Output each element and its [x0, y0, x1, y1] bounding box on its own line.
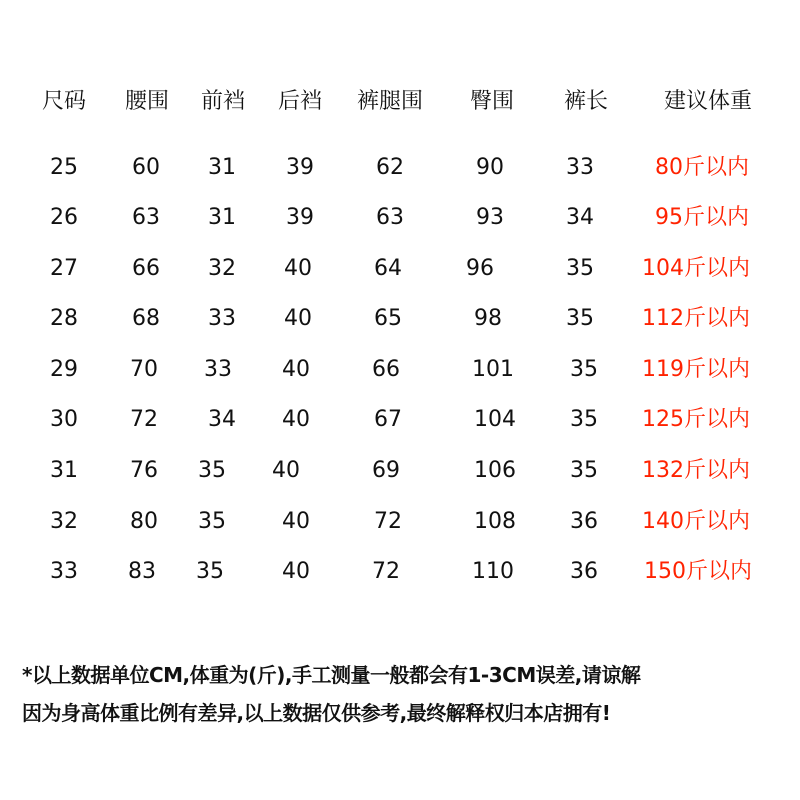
cell-back-rise: 39: [286, 205, 314, 230]
cell-suggested-weight: 140斤以内: [642, 509, 750, 534]
cell-front-rise: 35: [196, 559, 224, 584]
table-header-row: [0, 82, 800, 122]
cell-size: 31: [50, 458, 78, 483]
cell-front-rise: 34: [208, 407, 236, 432]
disclaimer-line-1: *以上数据单位CM,体重为(斤),手工测量一般都会有1-3CM误差,请谅解: [22, 663, 641, 687]
cell-size: 32: [50, 509, 78, 534]
cell-size: 28: [50, 306, 78, 331]
header-waist: 腰围: [124, 89, 169, 114]
cell-size: 33: [50, 559, 78, 584]
table-row: [0, 451, 800, 491]
header-leg-opening: 裤腿围: [356, 89, 423, 114]
cell-leg-opening: 64: [374, 256, 402, 281]
cell-back-rise: 40: [282, 407, 310, 432]
header-suggested-weight: 建议体重: [663, 89, 752, 114]
cell-waist: 80: [130, 509, 158, 534]
cell-hip: 104: [474, 407, 516, 432]
cell-front-rise: 35: [198, 458, 226, 483]
cell-waist: 66: [132, 256, 160, 281]
cell-waist: 70: [130, 357, 158, 382]
table-row: [0, 502, 800, 542]
cell-hip: 110: [472, 559, 514, 584]
cell-back-rise: 40: [282, 509, 310, 534]
cell-front-rise: 31: [208, 205, 236, 230]
cell-leg-opening: 72: [372, 559, 400, 584]
table-row: [0, 350, 800, 390]
cell-size: 29: [50, 357, 78, 382]
cell-length: 35: [570, 357, 598, 382]
cell-suggested-weight: 132斤以内: [642, 458, 750, 483]
cell-back-rise: 40: [282, 559, 310, 584]
header-front-rise: 前裆: [200, 89, 245, 114]
cell-length: 36: [570, 559, 598, 584]
cell-size: 26: [50, 205, 78, 230]
cell-suggested-weight: 112斤以内: [642, 306, 750, 331]
cell-size: 25: [50, 155, 78, 180]
table-row: [0, 198, 800, 238]
cell-leg-opening: 69: [372, 458, 400, 483]
cell-leg-opening: 72: [374, 509, 402, 534]
cell-back-rise: 40: [284, 306, 312, 331]
cell-length: 36: [570, 509, 598, 534]
cell-waist: 76: [130, 458, 158, 483]
cell-suggested-weight: 95斤以内: [655, 205, 749, 230]
cell-leg-opening: 67: [374, 407, 402, 432]
table-row: [0, 148, 800, 188]
cell-length: 35: [570, 458, 598, 483]
cell-leg-opening: 66: [372, 357, 400, 382]
cell-waist: 72: [130, 407, 158, 432]
cell-waist: 83: [128, 559, 156, 584]
cell-suggested-weight: 80斤以内: [655, 155, 749, 180]
cell-waist: 68: [132, 306, 160, 331]
cell-back-rise: 40: [272, 458, 300, 483]
table-row: [0, 299, 800, 339]
cell-waist: 63: [132, 205, 160, 230]
cell-hip: 93: [476, 205, 504, 230]
cell-front-rise: 33: [208, 306, 236, 331]
cell-leg-opening: 63: [376, 205, 404, 230]
cell-hip: 101: [472, 357, 514, 382]
cell-front-rise: 32: [208, 256, 236, 281]
cell-hip: 90: [476, 155, 504, 180]
cell-leg-opening: 65: [374, 306, 402, 331]
cell-waist: 60: [132, 155, 160, 180]
cell-back-rise: 40: [284, 256, 312, 281]
header-length: 裤长: [563, 89, 608, 114]
cell-suggested-weight: 119斤以内: [642, 357, 750, 382]
cell-hip: 108: [474, 509, 516, 534]
cell-suggested-weight: 125斤以内: [642, 407, 750, 432]
cell-front-rise: 35: [198, 509, 226, 534]
cell-length: 34: [566, 205, 594, 230]
header-size: 尺码: [41, 89, 86, 114]
cell-back-rise: 39: [286, 155, 314, 180]
cell-size: 30: [50, 407, 78, 432]
cell-length: 35: [570, 407, 598, 432]
cell-front-rise: 33: [204, 357, 232, 382]
cell-size: 27: [50, 256, 78, 281]
cell-leg-opening: 62: [376, 155, 404, 180]
cell-length: 35: [566, 306, 594, 331]
disclaimer-line-2: 因为身高体重比例有差异,以上数据仅供参考,最终解释权归本店拥有!: [22, 701, 611, 725]
cell-length: 35: [566, 256, 594, 281]
header-hip: 臀围: [469, 89, 514, 114]
cell-front-rise: 31: [208, 155, 236, 180]
cell-hip: 96: [466, 256, 494, 281]
header-back-rise: 后裆: [277, 89, 322, 114]
table-row: [0, 249, 800, 289]
cell-hip: 106: [474, 458, 516, 483]
table-row: [0, 552, 800, 592]
cell-suggested-weight: 104斤以内: [642, 256, 750, 281]
cell-hip: 98: [474, 306, 502, 331]
cell-suggested-weight: 150斤以内: [644, 559, 752, 584]
table-row: [0, 400, 800, 440]
cell-length: 33: [566, 155, 594, 180]
cell-back-rise: 40: [282, 357, 310, 382]
